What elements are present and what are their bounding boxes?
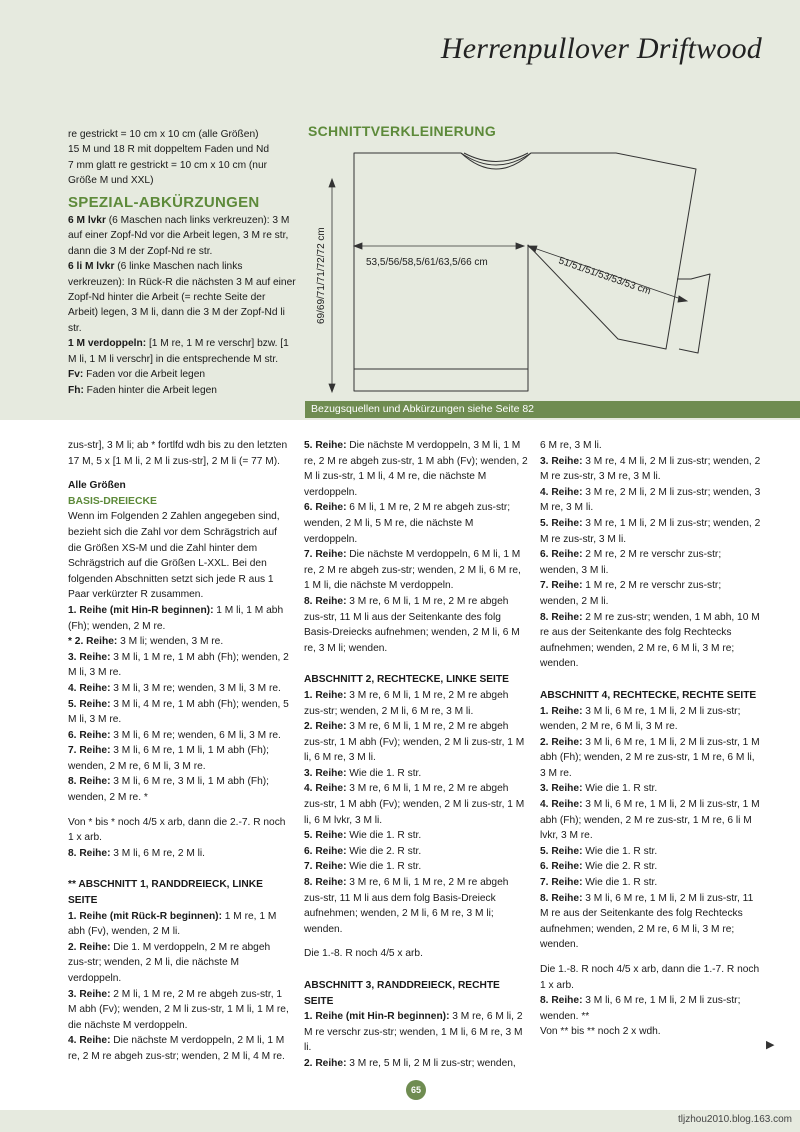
row-item: 7. Reihe: 1 M re, 2 M re verschr zus-str; wenden, 2 M li. (540, 580, 722, 607)
row-item: 1. Reihe: 3 M re, 6 M li, 1 M re, 2 M re abgeh zus-str; wenden, 2 M li, 6 M re, 3 M li. (304, 689, 509, 717)
row-item: 3. Reihe: 2 M li, 1 M re, 2 M re abgeh zus-str, 1 M abh (Fv); wenden, 2 M li zus-str, 1 M li, 1 M re, die nächste M verdoppeln. (68, 988, 289, 1031)
row-item: 6. Reihe: 2 M re, 2 M re verschr zus-str; wenden, 3 M li. (540, 549, 722, 576)
row-item: 2. Reihe: Die 1. M verdoppeln, 2 M re abgeh zus-str; wenden, 2 M li, die nächste M verdoppeln. (68, 941, 271, 984)
page-title: Herrenpullover Driftwood (440, 32, 762, 65)
section1-rows (68, 909, 291, 1065)
row-item: 3. Reihe: 3 M li, 1 M re, 1 M abh (Fh); wenden, 2 M li, 3 M re. (68, 651, 289, 679)
row-item: 8. Reihe: 3 M li, 6 M re, 3 M li, 1 M abh (Fh); wenden, 2 M re. * (68, 776, 269, 804)
row-item: 4. Reihe: Die nächste M verdoppeln, 2 M li, 1 M re, 2 M re abgeh zus-str; wenden, 2 M li, 4 M re. (68, 1035, 285, 1062)
abbreviations-list (68, 213, 296, 398)
page-number: 65 (406, 1080, 426, 1100)
row-item: 1. Reihe (mit Rück-R beginnen): 1 M re, 1 M abh (Fv), wenden, 2 M li. (68, 910, 277, 938)
gauge-and-abbreviations (68, 127, 296, 398)
final-text: Von ** bis ** noch 2 x wdh. (540, 1026, 661, 1038)
row-item: 4. Reihe: 3 M li, 3 M re; wenden, 3 M li, 3 M re. (68, 682, 281, 694)
section2-heading: ABSCHNITT 2, RECHTECKE, LINKE SEITE (304, 674, 509, 686)
row-item: 7. Reihe: Wie die 1. R str. (304, 861, 422, 873)
width-label: 53,5/56/58,5/61/63,5/66 cm (366, 257, 488, 268)
row-item: 6. Reihe: Wie die 2. R str. (304, 845, 422, 857)
row-item: 7. Reihe: Wie die 1. R str. (540, 877, 658, 889)
repeat-text: Von * bis * noch 4/5 x arb, dann die 2.-7. R noch 1 x arb. (68, 816, 286, 844)
schematic-cuff (677, 274, 710, 353)
row-item: 3. Reihe: 3 M re, 4 M li, 2 M li zus-str; wenden, 2 M re zus-str, 3 M re, 3 M li. (540, 455, 761, 483)
all-sizes-heading: Alle Größen (68, 480, 126, 492)
row-item: 1. Reihe (mit Hin-R beginnen): 3 M re, 6 M li, 2 M re verschr zus-str; wenden, 1 M li, 6 M re, 3 M li. (304, 1011, 523, 1054)
row-item: 5. Reihe: Wie die 1. R str. (304, 830, 422, 842)
gauge-block (68, 127, 296, 189)
instructions-column-2 (304, 438, 528, 1072)
intro-text: 6 M re, 3 M li. (540, 440, 602, 451)
row-item: 3. Reihe: Wie die 1. R str. (540, 783, 658, 795)
row-item: * 2. Reihe: 3 M li; wenden, 3 M re. (68, 636, 224, 648)
row-item: 6. Reihe: 3 M li, 6 M re; wenden, 6 M li, 3 M re. (68, 729, 281, 741)
basis-heading: BASIS-DREIECKE (68, 495, 157, 507)
gauge-line: 7 mm glatt re gestrickt = 10 cm x 10 cm (nur (68, 159, 267, 171)
row-item: 7. Reihe: Die nächste M verdoppeln, 6 M li, 1 M re, 2 M re abgeh zus-str; wenden, 2 M li, 6 M re, 1 M li, die nächste M verdoppeln. (304, 549, 521, 592)
row-item: 5. Reihe: Die nächste M verdoppeln, 3 M li, 1 M re, 2 M re abgeh zus-str, 1 M abh (Fv); wenden, 2 M li zus-str, 1 M li, 4 M re, die nächste M verdoppeln. (304, 440, 528, 498)
row-item: 7. Reihe: 3 M li, 6 M re, 1 M li, 1 M abh (Fh); wenden, 2 M re, 6 M li, 3 M re. (68, 745, 269, 772)
abbreviation-item: 1 M verdoppeln: [1 M re, 1 M re verschr] bzw. [1 M li, 1 M li verschr] in die entsprechende M str. (68, 338, 289, 365)
intro-text: zus-str], 3 M li; ab * fortlfd wdh bis zu den letzten 17 M, 5 x [1 M li, 2 M li zus-str], 2 M li (= 77 M). (68, 440, 288, 467)
section4-heading: ABSCHNITT 4, RECHTECKE, RECHTE SEITE (540, 689, 757, 701)
source-bar: Bezugsquellen und Abkürzungen siehe Seite 82 (305, 401, 800, 418)
row-item: 3. Reihe: Wie die 1. R str. (304, 767, 422, 779)
row-item: 8. Reihe: 3 M re, 6 M li, 1 M re, 2 M re abgeh zus-str, 11 M li aus dem folg Basis-Dreieck aufnehmen; wenden, 2 M li, 6 M re, 3 M li; wenden. (304, 877, 509, 935)
row-item: 4. Reihe: 3 M re, 6 M li, 1 M re, 2 M re abgeh zus-str, 1 M abh (Fv); wenden, 2 M li zus-str, 1 M li, 6 M lvkr, 3 M li. (304, 783, 525, 826)
row-item: 4. Reihe: 3 M li, 6 M re, 1 M li, 2 M li zus-str, 1 M abh (Fh); wenden, 2 M re zus-str, 1 M re, 6 li M lvkr, 3 M re. (540, 799, 760, 842)
abbreviation-item: Fh: Faden hinter die Arbeit legen (68, 384, 217, 396)
instructions-column-1 (68, 438, 291, 1065)
abbreviations-heading: SPEZIAL-ABKÜRZUNGEN (68, 193, 260, 211)
instructions-column-3 (540, 438, 762, 1040)
row-item: 5. Reihe: Wie die 1. R str. (540, 845, 658, 857)
sleeve-label: 51/51/51/53/53/53 cm (557, 255, 653, 298)
row-item: 8. Reihe: 3 M re, 6 M li, 1 M re, 2 M re abgeh zus-str, 11 M li aus der Seitenkante des folg Basis-Dreiecks aufnehmen; wenden, 2 M li, 6 M re, 3 M li; wenden. (304, 595, 520, 654)
section1-heading: ** ABSCHNITT 1, RANDDREIECK, LINKE SEITE (68, 879, 263, 907)
row-item: 5. Reihe: 3 M re, 1 M li, 2 M li zus-str; wenden, 2 M re zus-str, 3 M li. (540, 517, 761, 545)
row-item: 6. Reihe: 6 M li, 1 M re, 2 M re abgeh zus-str; wenden, 2 M li, 5 M re, die nächste M verdoppeln. (304, 502, 511, 545)
section1-rows-cont (304, 438, 528, 656)
row-item: 1. Reihe: 3 M li, 6 M re, 1 M li, 2 M li zus-str; wenden, 2 M re, 6 M li, 3 M re. (540, 705, 741, 733)
schematic-body-outline (354, 153, 696, 391)
basis-text: Wenn im Folgenden 2 Zahlen angegeben sind, bezieht sich die Zahl vor dem Schrägstrich auf die Größen XS-M und die Zahl hinter dem Schrägstrich auf die Größen L-XXL. Bei den folgenden Abschnitten setzt sich jede R aus 1 Paar verkürzter R zusammen. (68, 511, 280, 601)
gauge-line: Größe M und XXL) (68, 175, 154, 187)
row-item: 8. Reihe: 3 M li, 6 M re, 1 M li, 2 M li zus-str, 11 M re aus der Seitenkante des folg Rechtecks aufnehmen; wenden, 2 M re, 6 M li, 3 M re; wenden. (540, 892, 754, 951)
continue-arrow-icon: ▶ (766, 1039, 775, 1051)
abbreviation-item: 6 M lvkr (6 Maschen nach links verkreuzen): 3 M auf einer Zopf-Nd vor die Arbeit legen, 3 M re str, dann die 3 M der Zopf-Nd re str. (68, 215, 290, 257)
row-item: 2. Reihe: 3 M re, 5 M li, 2 M li zus-str; wenden, (304, 1057, 516, 1069)
row-item: 8. Reihe: 2 M re zus-str; wenden, 1 M abh, 10 M re aus der Seitenkante des folg Rechtecks aufnehmen; wenden, 2 M re, 6 M li, 3 M re; wenden. (540, 611, 760, 670)
gauge-line: re gestrickt = 10 cm x 10 cm (alle Größen) (68, 129, 259, 140)
section3-rows-cont (540, 454, 762, 672)
section2-repeat: Die 1.-8. R noch 4/5 x arb. (304, 948, 423, 960)
row-item: 1. Reihe (mit Hin-R beginnen): 1 M li, 1 M abh (Fh); wenden, 2 M re. (68, 604, 284, 632)
height-label: 69/69/71/71/72/72 cm (316, 227, 327, 324)
row-item: 2. Reihe: 3 M re, 6 M li, 1 M re, 2 M re abgeh zus-str, 1 M abh (Fv); wenden, 2 M li zus-str, 1 M li, 6 M re, 3 M li. (304, 721, 525, 764)
row-item: 8. Reihe: 3 M li, 6 M re, 2 M li. (68, 847, 206, 859)
section3-rows (304, 1009, 528, 1071)
abbreviation-item: Fv: Faden vor die Arbeit legen (68, 369, 206, 381)
section3-heading: ABSCHNITT 3, RANDDREIECK, RECHTE SEITE (304, 980, 500, 1007)
row-item: 4. Reihe: 3 M re, 2 M li, 2 M li zus-str; wenden, 3 M re, 3 M li. (540, 486, 761, 514)
section2-rows (304, 688, 528, 938)
section4-rows (540, 704, 762, 954)
schematic-heading: SCHNITTVERKLEINERUNG (308, 123, 497, 139)
section4-repeat: Die 1.-8. R noch 4/5 x arb, dann die 1.-7. R noch 1 x arb. (540, 964, 760, 991)
gauge-line: 15 M und 18 R mit doppeltem Faden und Nd (68, 144, 270, 156)
row-item: 8. Reihe: 3 M li, 6 M re, 1 M li, 2 M li zus-str; wenden. ** (540, 995, 741, 1022)
row-item: 6. Reihe: Wie die 2. R str. (540, 861, 658, 873)
row-item: 5. Reihe: 3 M li, 4 M re, 1 M abh (Fh); wenden, 5 M li, 3 M re. (68, 698, 289, 726)
watermark: tljzhou2010.blog.163.com (678, 1114, 792, 1125)
basis-rows (68, 603, 291, 806)
sweater-schematic (306, 143, 800, 401)
row-item: 2. Reihe: 3 M li, 6 M re, 1 M li, 2 M li zus-str, 1 M abh (Fh); wenden, 2 M re zus-str, 1 M re, 6 M li, 3 M re. (540, 736, 760, 779)
abbreviation-item: 6 li M lvkr (6 linke Maschen nach links verkreuzen): In Rück-R die nächsten 3 M auf einer Zopf-Nd hinter die Arbeit (= rechte Seite der Arbeit) legen, 3 M li, dann die 3 M der Zopf-Nd li str. (68, 261, 296, 334)
